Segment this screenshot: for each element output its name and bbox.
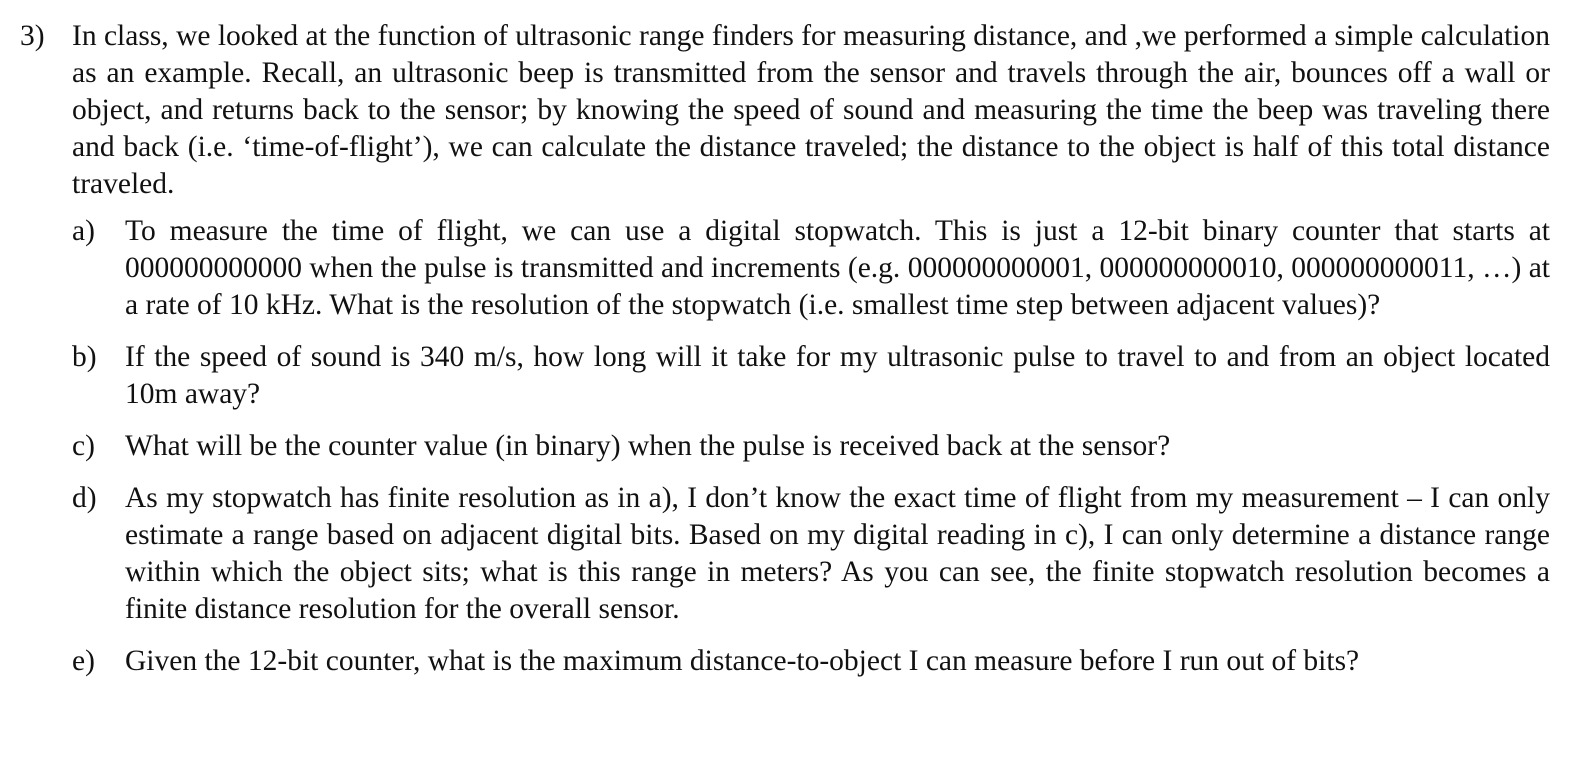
part-label: d) — [72, 482, 97, 514]
part-text: Given the 12-bit counter, what is the maximum distance-to-object I can measure before I run out of bits? — [125, 645, 1360, 677]
part-b — [72, 339, 1550, 413]
part-label: a) — [72, 215, 95, 247]
part-label: b) — [72, 341, 97, 373]
part-label: e) — [72, 645, 95, 677]
question-parts-list — [72, 213, 1550, 680]
question-number: 3) — [20, 20, 45, 52]
part-e — [72, 643, 1550, 680]
part-label: c) — [72, 430, 95, 462]
part-c — [72, 428, 1550, 465]
question-3 — [20, 18, 1550, 695]
part-d — [72, 480, 1550, 628]
part-a — [72, 213, 1550, 324]
part-text: As my stopwatch has finite resolution as in a), I don’t know the exact time of flight from my measurement – I can only estimate a range based on adjacent digital bits. Based on my digital reading in c), I can only determine a distance range within which the object sits; what is this range in meters? As you can see, the finite stopwatch resolution becomes a finite distance resolution for the overall sensor. — [125, 482, 1550, 625]
question-intro-text: In class, we looked at the function of ultrasonic range finders for measuring distance, and ,we performed a simple calculation as an example. Recall, an ultrasonic beep is transmitted from the sensor and travels through the air, bounces off a wall or object, and returns back to the sensor; by knowing the speed of sound and measuring the time the beep was traveling there and back (i.e. ‘time-of-flight’), we can calculate the distance traveled; the distance to the object is half of this total distance traveled. — [72, 20, 1550, 200]
part-text: If the speed of sound is 340 m/s, how long will it take for my ultrasonic pulse to travel to and from an object located 10m away? — [125, 341, 1550, 410]
part-text: What will be the counter value (in binary) when the pulse is received back at the sensor? — [125, 430, 1171, 462]
part-text: To measure the time of flight, we can use a digital stopwatch. This is just a 12-bit binary counter that starts at 000000000000 when the pulse is transmitted and increments (e.g. 000000000001, 000000000010, 000000000011, …) at a rate of 10 kHz. What is the resolution of the stopwatch (i.e. smallest time step between adjacent values)? — [125, 215, 1550, 321]
